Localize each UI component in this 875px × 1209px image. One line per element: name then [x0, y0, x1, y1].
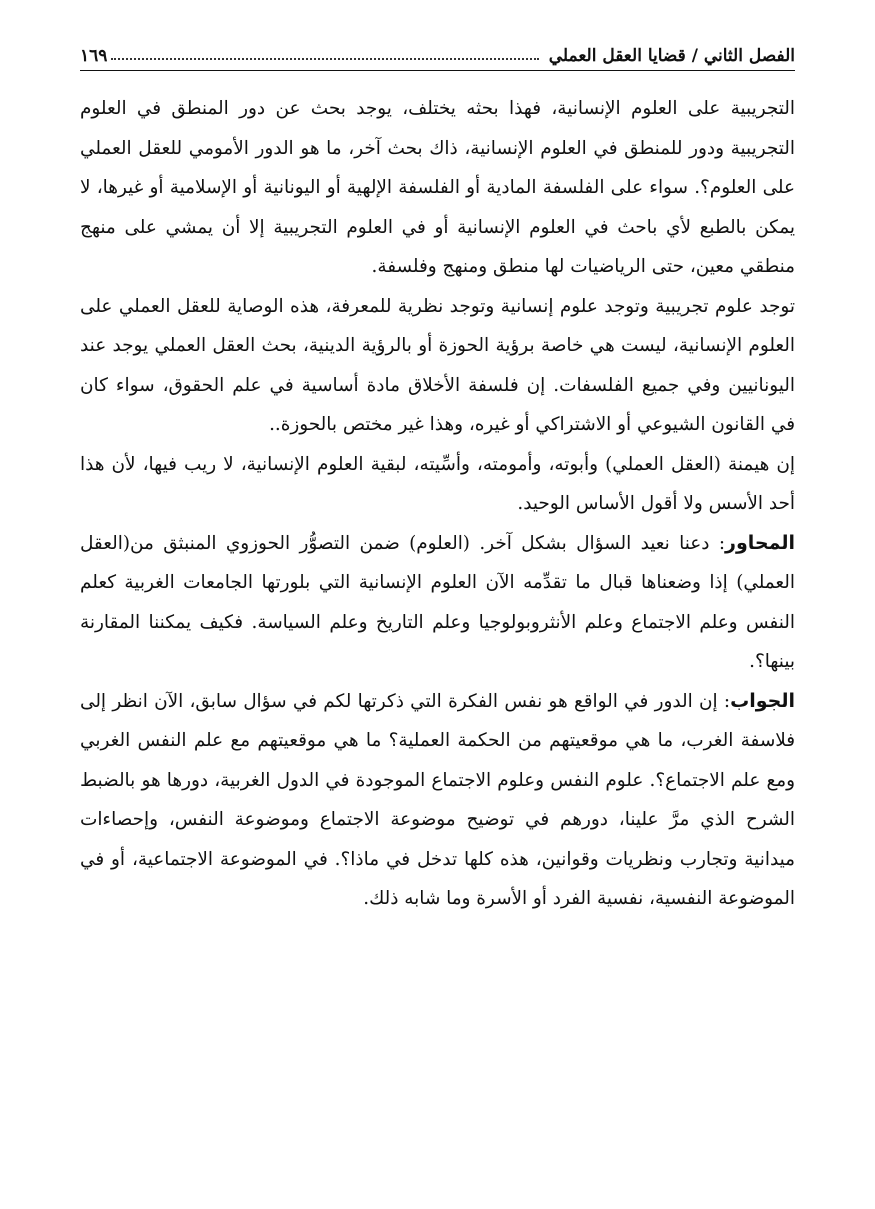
paragraph-2-text: توجد علوم تجريبية وتوجد علوم إنسانية وتوجد نظرية للمعرفة، هذه الوصاية للعقل العملي على العلوم الإنسانية، ليست هي خاصة برؤية الحوزة أو بالرؤية الدينية، بحث العقل العملي يوجد عند اليونانيين وفي جميع الفلسفات. إن فلسفة الأخلاق مادة أساسية في علم الحقوق، سواء كان في القانون الشيوعي أو الاشتراكي أو غيره، وهذا غير مختص بالحوزة.. — [80, 295, 795, 435]
paragraph-1 — [80, 89, 795, 287]
paragraph-3 — [80, 445, 795, 524]
body-text — [80, 89, 795, 919]
paragraph-3-text: إن هيمنة (العقل العملي) وأبوته، وأمومته، وأسِّيته، لبقية العلوم الإنسانية، لا ريب فيها، لأن هذا أحد الأسس ولا أقول الأساس الوحيد. — [80, 453, 795, 514]
paragraph-answer — [80, 682, 795, 919]
running-header — [80, 32, 795, 71]
chapter-title: الفصل الثاني / قضايا العقل العملي — [548, 46, 795, 66]
paragraph-interviewer-text: : دعنا نعيد السؤال بشكل آخر. (العلوم) ضمن التصوُّر الحوزوي المنبثق من(العقل العملي) إذا وضعناها قبال ما تقدِّمه الآن العلوم الإنسانية التي بلورتها الجامعات الغربية كعلم النفس وعلم الاجتماع وعلم الأنثروبولوجيا وعلم التاريخ وعلم السياسة. فكيف يمكننا المقارنة بينها؟. — [80, 532, 795, 672]
page-number: ١٦٩ — [80, 46, 108, 66]
header-leader-dots — [111, 58, 538, 60]
paragraph-2 — [80, 287, 795, 445]
paragraph-answer-text: : إن الدور في الواقع هو نفس الفكرة التي ذكرتها لكم في سؤال سابق، الآن انظر إلى فلاسفة الغرب، ما هي موقعيتهم من الحكمة العملية؟ ما هي موقعيتهم مع علم النفس الغربي ومع علم الاجتماع؟. علوم النفس وعلوم الاجتماع الموجودة في الدول الغربية، دورها هو بالضبط الشرح الذي مرَّ علينا، دورهم في توضيح موضوعة الاجتماع وموضوعة النفس، وإحصاءات ميدانية وتجارب ونظريات وقوانين، هذه كلها تدخل في ماذا؟. في الموضوعة الاجتماعية، أو في الموضوعة النفسية، نفسية الفرد أو الأسرة وما شابه ذلك. — [80, 690, 795, 909]
speaker-label-answer: الجواب — [730, 689, 795, 712]
paragraph-interviewer — [80, 524, 795, 682]
book-page — [80, 32, 795, 919]
paragraph-1-text: التجريبية على العلوم الإنسانية، فهذا بحثه يختلف، يوجد بحث عن دور المنطق في العلوم التجريبية ودور للمنطق في العلوم الإنسانية، ذاك بحث آخر، ما هو الدور الأمومي للعقل العملي على العلوم؟. سواء على الفلسفة المادية أو الفلسفة الإلهية أو اليونانية أو الإسلامية أو غيرها، لا يمكن بالطبع لأي باحث في العلوم الإنسانية أو في العلوم التجريبية إلا أن يمشي على منهج منطقي معين، حتى الرياضيات لها منطق ومنهج وفلسفة. — [80, 98, 795, 277]
speaker-label-interviewer: المحاور — [725, 531, 795, 554]
